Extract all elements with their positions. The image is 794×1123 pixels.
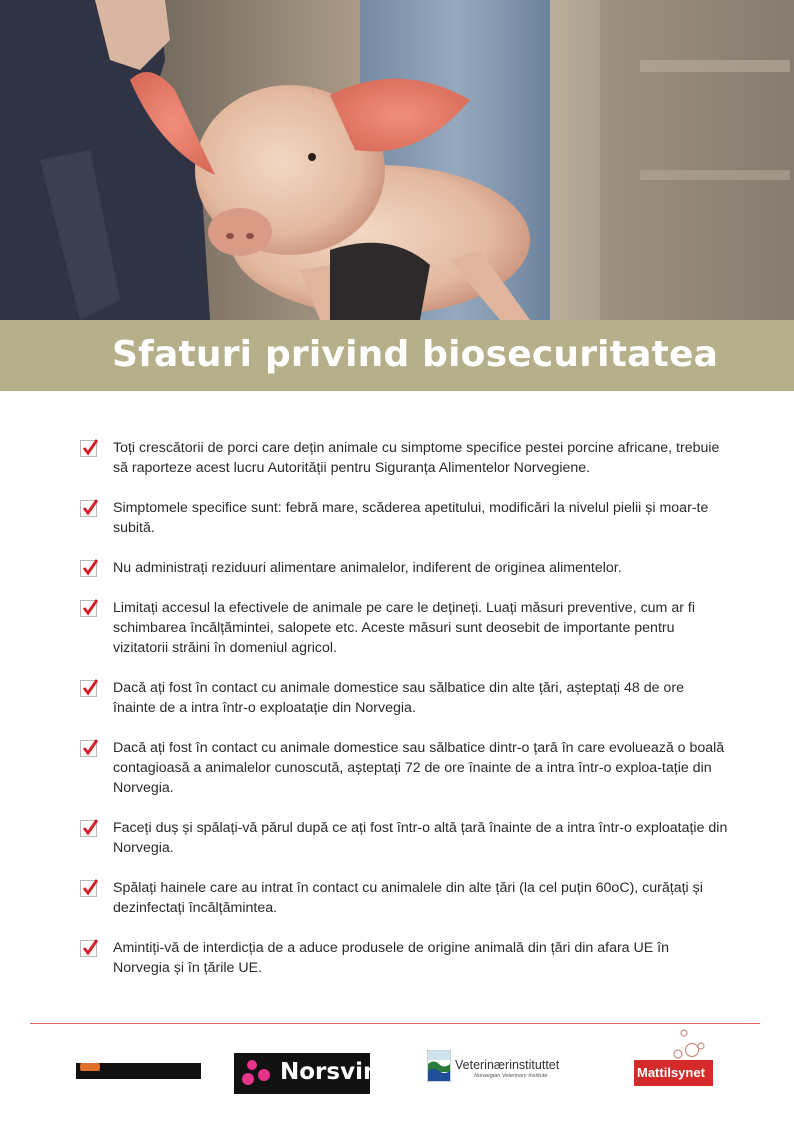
tip-text: Dacă ați fost în contact cu animale domestice sau sălbatice din alte țări, așteptați 48 de ore înainte de a intra într-o exploatație din Norvegia.	[113, 680, 684, 716]
page-title: Sfaturi privind biosecuritatea	[112, 334, 719, 375]
norsvin-label: Norsvin	[280, 1059, 380, 1085]
checkmark-icon	[80, 940, 97, 957]
vet-institute-name: Veterinærinstituttet	[455, 1058, 560, 1072]
checkmark-icon	[80, 440, 97, 457]
tip-text: Simptomele specifice sunt: febră mare, scăderea apetitului, modificări la nivelul pielii și moar-te subită.	[113, 500, 709, 536]
norsvin-dots-icon	[238, 1053, 278, 1094]
orange-circle-icon	[76, 1063, 106, 1079]
tip-text: Limitați accesul la efectivele de animale pe care le dețineți. Luați măsuri preventive, cum ar fi schimbarea încălțămintei, salopete etc. Aceste măsuri sunt deosebit de importante pentru vizitatorii străini în domeniul agricol.	[113, 600, 695, 656]
wave-shield-icon	[427, 1050, 451, 1082]
checkmark-icon	[80, 820, 97, 837]
hero-photo	[0, 0, 794, 320]
veterinary-institute-logo	[427, 1050, 577, 1084]
norsvin-logo	[234, 1053, 380, 1094]
mattilsynet-label: Mattilsynet	[637, 1065, 705, 1080]
tip-text: Spălați hainele care au intrat în contact cu animalele din alte țări (la cel puțin 60oC), curățați și dezinfectați încălțămintea.	[113, 880, 703, 916]
mattilsynet-badge	[634, 1060, 713, 1086]
pig-photo-illustration	[0, 0, 794, 320]
checkmark-icon	[80, 880, 97, 897]
bubbles-icon	[634, 1028, 714, 1062]
mattilsynet-logo	[634, 1028, 714, 1088]
checkmark-icon	[80, 680, 97, 697]
footer-divider	[30, 1023, 760, 1024]
checkmark-icon	[80, 740, 97, 757]
tip-text: Amintiți-vă de interdicția de a aduce produsele de origine animală din țări din afara UE în Norvegia și în țările UE.	[113, 940, 669, 976]
tip-text: Toți crescătorii de porci care dețin animale cu simptome specifice pestei porcine africane, trebuie să raporteze acest lucru Autorității pentru Siguranța Alimentelor Norvegiene.	[113, 440, 720, 476]
title-band	[0, 320, 794, 391]
partner-logo-1	[76, 1063, 201, 1079]
tip-text: Faceți duș și spălați-vă părul după ce ați fost într-o altă țară înainte de a intra într-o exploatație din Norvegia.	[113, 820, 728, 856]
checkmark-icon	[80, 560, 97, 577]
checkmark-icon	[80, 600, 97, 617]
tip-text: Nu administrați reziduuri alimentare animalelor, indiferent de originea alimentelor.	[113, 560, 622, 576]
vet-institute-subtitle: Norwegian Veterinary Institute	[474, 1073, 548, 1079]
checkmark-icon	[80, 500, 97, 517]
tip-text: Dacă ați fost în contact cu animale domestice sau sălbatice dintr-o țară în care evoluează o boală contagioasă a animalelor cunoscută, așteptați 72 de ore înainte de a intra într-o exploa-tație din Norvegia.	[113, 740, 725, 796]
